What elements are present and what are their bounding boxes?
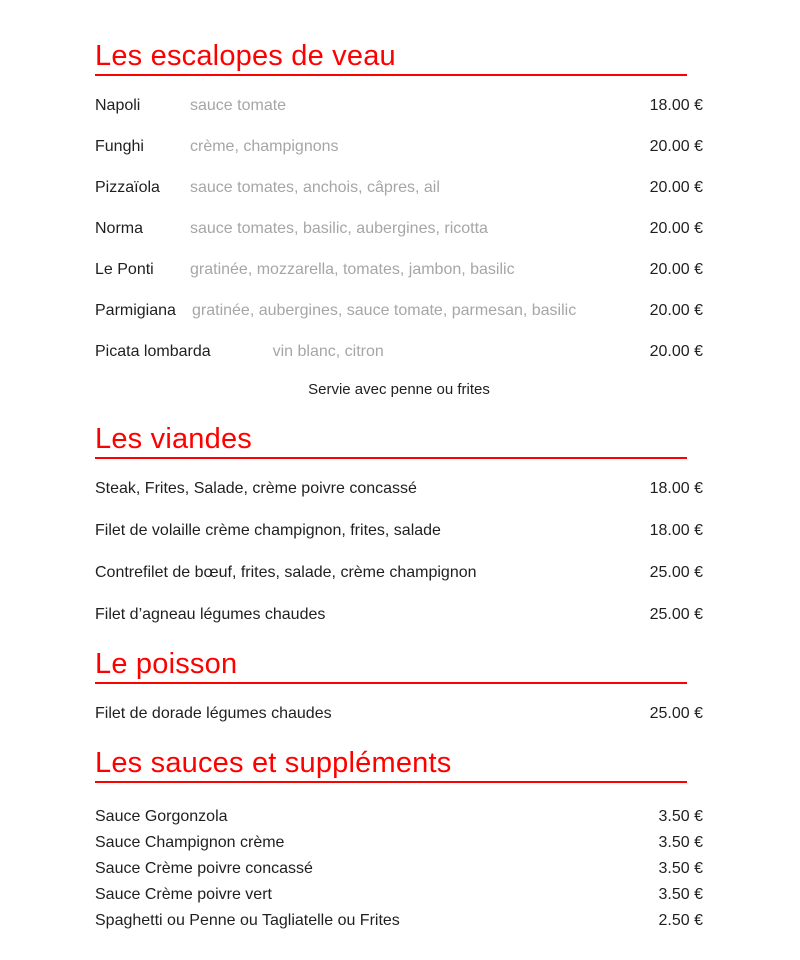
item-name: Filet d’agneau légumes chaudes <box>95 606 326 623</box>
section-title: Le poisson <box>95 648 687 684</box>
item-name: Filet de dorade légumes chaudes <box>95 705 332 722</box>
item-name: Pizzaïola <box>95 179 160 196</box>
item-name: Picata lombarda <box>95 343 211 360</box>
item-price: 18.00 € <box>649 522 703 539</box>
menu-section-3 <box>95 747 703 934</box>
menu-item-row <box>95 480 703 498</box>
item-price: 20.00 € <box>649 179 703 196</box>
menu-item-row <box>95 705 703 723</box>
item-name: Le Ponti <box>95 261 154 278</box>
item-description: gratinée, aubergines, sauce tomate, parmesan, basilic <box>192 302 577 319</box>
menu-item-row <box>95 522 703 540</box>
item-description: sauce tomate <box>190 97 287 114</box>
section-items <box>95 804 703 934</box>
item-price: 3.50 € <box>658 886 703 903</box>
section-title: Les viandes <box>95 423 687 459</box>
item-name: Steak, Frites, Salade, crème poivre concassé <box>95 480 417 497</box>
item-price: 25.00 € <box>649 564 703 581</box>
item-price: 20.00 € <box>649 302 703 319</box>
item-price: 20.00 € <box>649 138 703 155</box>
menu-item-row <box>95 804 703 830</box>
menu-item-row <box>95 564 703 582</box>
menu-item-row <box>95 856 703 882</box>
item-price: 20.00 € <box>649 220 703 237</box>
item-name: Sauce Gorgonzola <box>95 808 228 825</box>
menu-item-row <box>95 882 703 908</box>
item-price: 3.50 € <box>658 860 703 877</box>
menu-item-row <box>95 302 703 320</box>
item-price: 25.00 € <box>649 705 703 722</box>
item-price: 3.50 € <box>658 808 703 825</box>
item-description: sauce tomates, anchois, câpres, ail <box>190 179 440 196</box>
item-description: gratinée, mozzarella, tomates, jambon, basilic <box>190 261 515 278</box>
item-price: 20.00 € <box>649 261 703 278</box>
menu-item-row <box>95 179 703 197</box>
item-name: Filet de volaille crème champignon, frites, salade <box>95 522 441 539</box>
item-price: 25.00 € <box>649 606 703 623</box>
item-name: Sauce Crème poivre concassé <box>95 860 313 877</box>
section-items <box>95 705 703 723</box>
section-items <box>95 480 703 624</box>
item-price: 2.50 € <box>658 912 703 929</box>
item-price: 18.00 € <box>649 480 703 497</box>
item-name: Contrefilet de bœuf, frites, salade, crème champignon <box>95 564 477 581</box>
menu-item-row <box>95 908 703 934</box>
menu-item-row <box>95 220 703 238</box>
item-name: Funghi <box>95 138 144 155</box>
item-name: Spaghetti ou Penne ou Tagliatelle ou Frites <box>95 912 400 929</box>
item-description: crème, champignons <box>190 138 339 155</box>
item-name: Napoli <box>95 97 141 114</box>
item-price: 3.50 € <box>658 834 703 851</box>
menu-item-row <box>95 261 703 279</box>
section-items <box>95 97 703 361</box>
section-title: Les sauces et suppléments <box>95 747 687 783</box>
menu-item-row <box>95 138 703 156</box>
item-name: Parmigiana <box>95 302 176 319</box>
menu-item-row <box>95 343 703 361</box>
item-price: 18.00 € <box>649 97 703 114</box>
item-description: sauce tomates, basilic, aubergines, ricotta <box>190 220 488 237</box>
menu-section-0 <box>95 40 703 399</box>
item-description: vin blanc, citron <box>272 343 384 360</box>
menu-item-row <box>95 606 703 624</box>
section-note: Servie avec penne ou frites <box>308 381 490 398</box>
item-name: Sauce Champignon crème <box>95 834 285 851</box>
menu-section-1 <box>95 423 703 624</box>
item-price: 20.00 € <box>649 343 703 360</box>
menu <box>95 40 703 934</box>
menu-item-row <box>95 97 703 115</box>
item-name: Sauce Crème poivre vert <box>95 886 272 903</box>
section-title: Les escalopes de veau <box>95 40 687 76</box>
item-name: Norma <box>95 220 144 237</box>
menu-item-row <box>95 830 703 856</box>
menu-section-2 <box>95 648 703 723</box>
